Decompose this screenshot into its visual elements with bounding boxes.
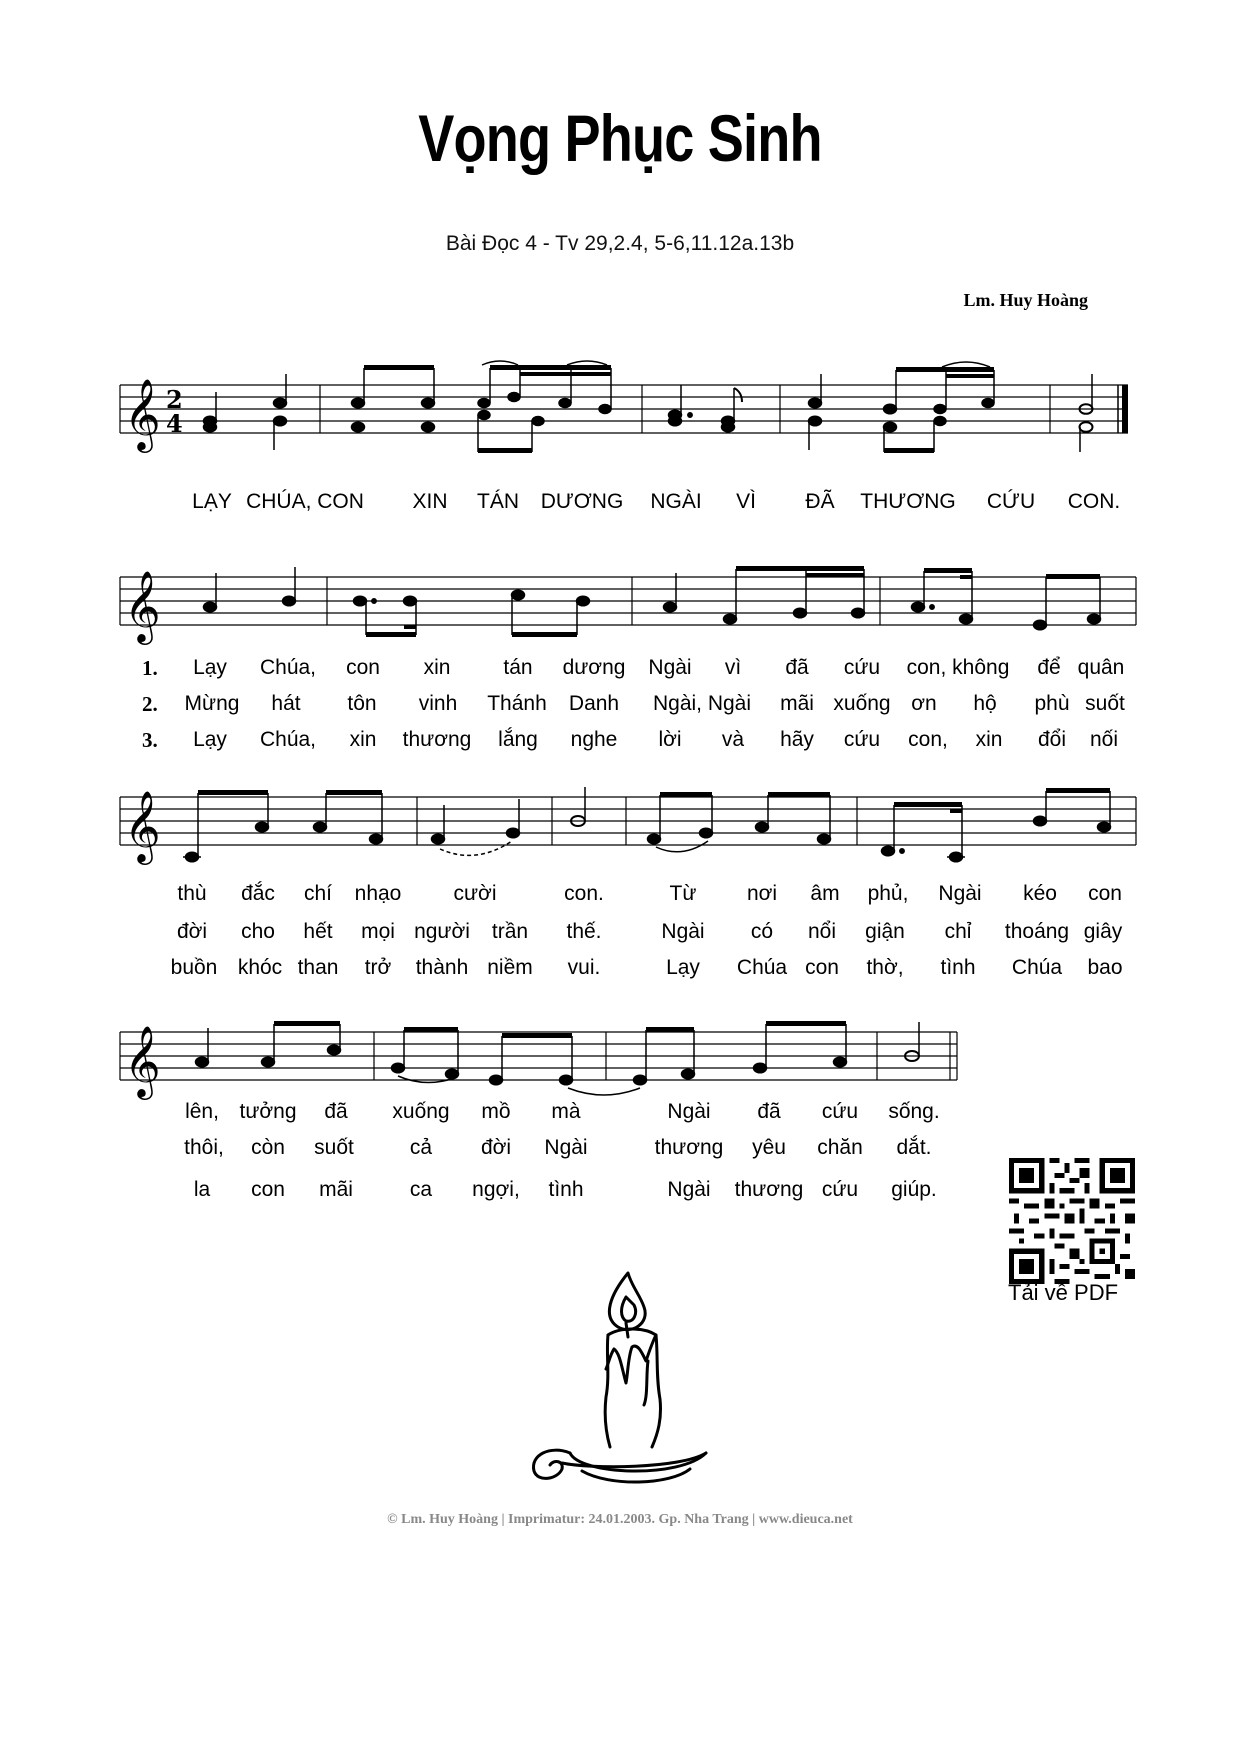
lyric-syllable: than <box>297 956 339 979</box>
lyric-syllable: DƯƠNG <box>540 490 624 513</box>
lyric-syllable: xuống <box>392 1100 450 1123</box>
lyric-syllable: mồ <box>481 1100 511 1123</box>
staff-verse-line-1 <box>0 555 1240 645</box>
lyric-syllable: Chúa <box>1011 956 1063 979</box>
lyric-syllable: thành <box>415 956 469 979</box>
lyric-syllable: mãi <box>780 692 814 715</box>
lyric-syllable: con, không <box>906 656 1010 679</box>
lyric-syllable: Chúa, <box>259 728 317 751</box>
lyric-syllable: VÌ <box>736 490 756 513</box>
lyric-syllable: giây <box>1083 920 1123 943</box>
lyric-syllable: cứu <box>821 1178 859 1201</box>
lyric-syllable: giận <box>865 920 905 943</box>
treble-clef-icon: 𝄞 <box>124 569 161 642</box>
lyric-syllable: quân <box>1077 656 1125 679</box>
lyric-syllable: trở <box>364 956 392 979</box>
lyric-syllable: hát <box>271 692 301 715</box>
lyric-syllable: bao <box>1087 956 1123 979</box>
lyric-syllable: mãi <box>319 1178 353 1201</box>
lyric-syllable: xin <box>975 728 1003 751</box>
time-signature-bottom: 4 <box>166 409 183 438</box>
lyric-syllable: Chúa, <box>259 656 317 679</box>
time-signature-top: 2 <box>166 385 183 414</box>
staff-verse-line-3 <box>0 1010 1240 1110</box>
lyric-syllable: có <box>750 920 774 943</box>
lyric-syllable: Chúa <box>736 956 788 979</box>
lyric-syllable: tán <box>503 656 533 679</box>
lyric-syllable: ơn <box>911 692 937 715</box>
lyric-syllable: Thánh <box>487 692 547 715</box>
lyric-syllable: vui. <box>567 956 601 979</box>
lyric-syllable: lắng <box>498 728 538 751</box>
lyric-syllable: CỨU <box>986 490 1036 513</box>
treble-clef-icon: 𝄞 <box>124 377 161 450</box>
staff-verse-line-2 <box>0 775 1240 875</box>
lyric-syllable: XIN <box>412 490 448 513</box>
lyric-syllable: thù <box>177 882 207 905</box>
lyric-syllable: nơi <box>746 882 778 905</box>
lyric-syllable: Lạy <box>193 656 227 679</box>
lyric-syllable: suốt <box>314 1136 354 1159</box>
footer-copyright: © Lm. Huy Hoàng | Imprimatur: 24.01.2003. Gp. Nha Trang | www.dieuca.net <box>387 1512 853 1527</box>
lyric-syllable: Ngài <box>667 1100 711 1123</box>
lyric-syllable: thôi, <box>184 1136 224 1159</box>
lyric-syllable: ĐÃ <box>805 490 835 513</box>
lyric-syllable: Danh <box>568 692 620 715</box>
lyric-syllable: đã <box>785 656 809 679</box>
lyric-syllable: xuống <box>833 692 891 715</box>
lyric-syllable: Từ <box>669 882 697 905</box>
lyric-syllable: cho <box>241 920 275 943</box>
lyric-syllable: vinh <box>418 692 458 715</box>
lyric-syllable: TÁN <box>477 490 519 513</box>
lyric-syllable: Ngài <box>661 920 705 943</box>
lyric-syllable: con <box>1088 882 1122 905</box>
lyric-syllable: dắt. <box>896 1136 932 1159</box>
candle-icon <box>510 1265 730 1485</box>
lyric-syllable: chí <box>303 882 333 905</box>
lyric-syllable: tưởng <box>239 1100 297 1123</box>
qr-download-label[interactable]: Tải về PDF <box>1008 1280 1119 1305</box>
lyric-syllable: con <box>805 956 839 979</box>
lyric-syllable: chăn <box>817 1136 863 1159</box>
verse-number: 1. <box>142 656 158 680</box>
lyric-syllable: đã <box>324 1100 348 1123</box>
lyric-syllable: thế. <box>566 920 602 943</box>
qr-code-icon[interactable] <box>1009 1158 1135 1284</box>
lyric-syllable: con <box>251 1178 285 1201</box>
lyric-syllable: dương <box>562 656 626 679</box>
lyric-syllable: Ngài <box>938 882 982 905</box>
lyric-syllable: còn <box>251 1136 285 1159</box>
lyric-syllable: tình <box>940 956 976 979</box>
lyric-syllable: xin <box>349 728 377 751</box>
lyric-syllable: thờ, <box>866 956 904 979</box>
lyric-syllable: ca <box>409 1178 433 1201</box>
lyric-syllable: đời <box>176 920 208 943</box>
lyric-syllable: nhạo <box>354 882 402 905</box>
lyric-syllable: LẠY <box>192 490 232 513</box>
lyric-syllable: âm <box>810 882 840 905</box>
lyric-syllable: Ngài <box>648 656 692 679</box>
treble-clef-icon: 𝄞 <box>124 1024 161 1097</box>
lyric-syllable: Lạy <box>193 728 227 751</box>
lyric-syllable: lên, <box>185 1100 219 1123</box>
lyric-syllable: buồn <box>170 956 218 979</box>
lyric-syllable: mọi <box>361 920 395 943</box>
lyric-syllable: niềm <box>487 956 533 979</box>
lyric-syllable: Lạy <box>666 956 700 979</box>
lyric-syllable: con. <box>564 882 604 905</box>
lyric-syllable: con, <box>908 728 948 751</box>
lyric-syllable: hộ <box>973 692 997 715</box>
lyric-syllable: đời <box>480 1136 512 1159</box>
lyric-syllable: nối <box>1089 728 1119 751</box>
lyric-syllable: đắc <box>241 882 275 905</box>
lyric-syllable: đổi <box>1037 728 1067 751</box>
lyric-syllable: mà <box>551 1100 581 1123</box>
lyric-syllable: để <box>1037 656 1061 679</box>
verse-number: 2. <box>142 692 158 716</box>
lyric-syllable: Ngài, Ngài <box>652 692 752 715</box>
lyric-syllable: lời <box>658 728 682 751</box>
lyric-syllable: khóc <box>237 956 283 979</box>
lyric-syllable: chỉ <box>944 920 972 943</box>
lyric-syllable: vì <box>724 656 742 679</box>
lyric-syllable: đã <box>757 1100 781 1123</box>
composer: Lm. Huy Hoàng <box>963 290 1088 310</box>
lyric-syllable: tình <box>548 1178 584 1201</box>
lyric-syllable: ngợi, <box>472 1178 520 1201</box>
lyric-syllable: kéo <box>1023 882 1057 905</box>
song-subtitle: Bài Đọc 4 - Tv 29,2.4, 5-6,11.12a.13b <box>445 232 795 255</box>
lyric-syllable: tôn <box>347 692 377 715</box>
lyric-syllable: Ngài <box>544 1136 588 1159</box>
lyric-syllable: CON. <box>1067 490 1121 513</box>
lyric-syllable: cứu <box>843 656 881 679</box>
lyric-syllable: THƯƠNG <box>860 490 956 513</box>
lyric-syllable: thương <box>654 1136 724 1159</box>
lyric-syllable: suốt <box>1085 692 1125 715</box>
lyric-syllable: CHÚA, CON <box>246 490 364 513</box>
lyric-syllable: Mừng <box>184 692 240 715</box>
treble-clef-icon: 𝄞 <box>124 789 161 862</box>
lyric-syllable: giúp. <box>891 1178 937 1201</box>
lyric-syllable: thoáng <box>1004 920 1070 943</box>
lyric-syllable: thương <box>734 1178 804 1201</box>
lyric-syllable: hết <box>303 920 333 943</box>
lyric-syllable: NGÀI <box>650 490 702 513</box>
lyric-syllable: Ngài <box>667 1178 711 1201</box>
lyric-syllable: người <box>414 920 470 943</box>
lyric-syllable: con <box>346 656 380 679</box>
lyric-syllable: trần <box>491 920 529 943</box>
lyric-syllable: xin <box>423 656 451 679</box>
lyric-syllable: thương <box>402 728 472 751</box>
staff-refrain <box>0 360 1240 460</box>
lyric-syllable: cứu <box>821 1100 859 1123</box>
lyric-syllable: la <box>193 1178 211 1201</box>
lyric-syllable: nghe <box>570 728 618 751</box>
lyric-syllable: yêu <box>752 1136 786 1159</box>
lyric-syllable: cả <box>409 1136 433 1159</box>
lyric-syllable: nổi <box>807 920 837 943</box>
lyric-syllable: và <box>721 728 745 751</box>
lyric-syllable: cười <box>453 882 497 905</box>
lyric-syllable: hãy <box>780 728 814 751</box>
verse-number: 3. <box>142 728 158 752</box>
lyric-syllable: phủ, <box>867 882 909 905</box>
song-title: Vọng Phục Sinh <box>418 101 822 175</box>
lyric-syllable: phù <box>1034 692 1070 715</box>
lyric-syllable: cứu <box>843 728 881 751</box>
lyric-syllable: sống. <box>888 1100 940 1123</box>
